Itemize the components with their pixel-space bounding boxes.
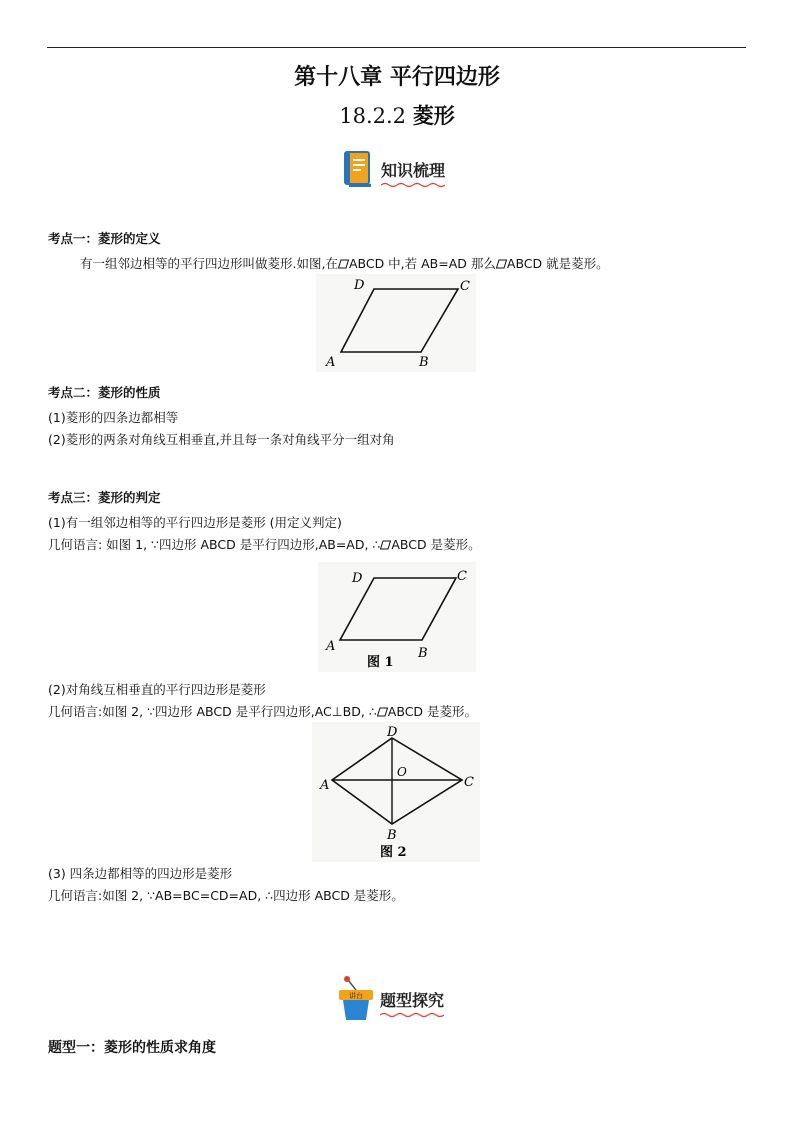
chapter-title: 第十八章 平行四边形 xyxy=(294,65,500,90)
point2-item-1: (1)菱形的四条边都相等 xyxy=(48,410,179,425)
vertex-d: D xyxy=(354,278,365,293)
point3-rule1: (1)有一组邻边相等的平行四边形是菱形 (用定义判定) xyxy=(48,515,342,530)
point1-definition: 有一组邻边相等的平行四边形叫做菱形.如图,在 ABCD 中,若 AB=AD 那么 ABCD 就是菱形。 xyxy=(80,256,609,271)
figure-2-caption: 图 2 xyxy=(380,845,407,860)
vertex-b: B xyxy=(418,646,428,661)
vertex-c: C xyxy=(460,279,470,294)
point3-rule2-geometry: 几何语言:如图 2, ∵四边形 ABCD 是平行四边形,AC⊥BD, ∴ ABCD 是菱形。 xyxy=(48,704,478,719)
point3-rule2: (2)对角线互相垂直的平行四边形是菱形 xyxy=(48,682,266,697)
section-name: 菱形 xyxy=(412,104,455,128)
center-o: O xyxy=(397,765,407,779)
section-number: 18.2.2 xyxy=(339,104,407,128)
practice-badge-label: 题型探究 xyxy=(380,988,444,1011)
vertex-a: A xyxy=(320,778,330,793)
header-rule xyxy=(47,47,746,48)
parallelogram-icon xyxy=(496,259,507,269)
parallelogram-icon xyxy=(377,707,388,717)
knowledge-badge xyxy=(343,150,445,188)
podium-icon xyxy=(336,974,376,1024)
rhombus-figure-1 xyxy=(318,562,476,672)
section-title xyxy=(0,100,794,130)
rhombus-figure-2 xyxy=(312,722,480,862)
knowledge-badge-label: 知识梳理 xyxy=(381,158,445,181)
point3-heading: 考点三：菱形的判定 xyxy=(48,490,161,505)
point1-heading: 考点一：菱形的定义 xyxy=(48,231,161,246)
vertex-d: D xyxy=(387,725,398,740)
book-icon xyxy=(343,150,377,188)
point2-heading: 考点二：菱形的性质 xyxy=(48,385,161,400)
vertex-d: D xyxy=(352,571,363,586)
rhombus-figure-definition xyxy=(316,274,476,372)
figure-1-caption: 图 1 xyxy=(367,655,394,670)
practice-badge xyxy=(336,974,444,1024)
vertex-c: C xyxy=(464,775,474,790)
vertex-c: C xyxy=(457,569,467,584)
podium-tag: 讲台 xyxy=(349,992,363,1000)
point2-item-2: (2)菱形的两条对角线互相垂直,并且每一条对角线平分一组对角 xyxy=(48,432,395,447)
point3-rule3-geometry: 几何语言:如图 2, ∵AB=BC=CD=AD, ∴四边形 ABCD 是菱形。 xyxy=(48,888,404,903)
type1-heading: 题型一：菱形的性质求角度 xyxy=(48,1040,216,1056)
vertex-b: B xyxy=(419,355,429,370)
vertex-b: B xyxy=(387,828,397,843)
parallelogram-icon xyxy=(338,259,349,269)
point3-rule3: (3) 四条边都相等的四边形是菱形 xyxy=(48,866,233,881)
vertex-a: A xyxy=(326,355,336,370)
parallelogram-icon xyxy=(380,540,391,550)
vertex-a: A xyxy=(326,639,336,654)
point3-rule1-geometry: 几何语言: 如图 1, ∵四边形 ABCD 是平行四边形,AB=AD, ∴ ABCD 是菱形。 xyxy=(48,537,481,552)
